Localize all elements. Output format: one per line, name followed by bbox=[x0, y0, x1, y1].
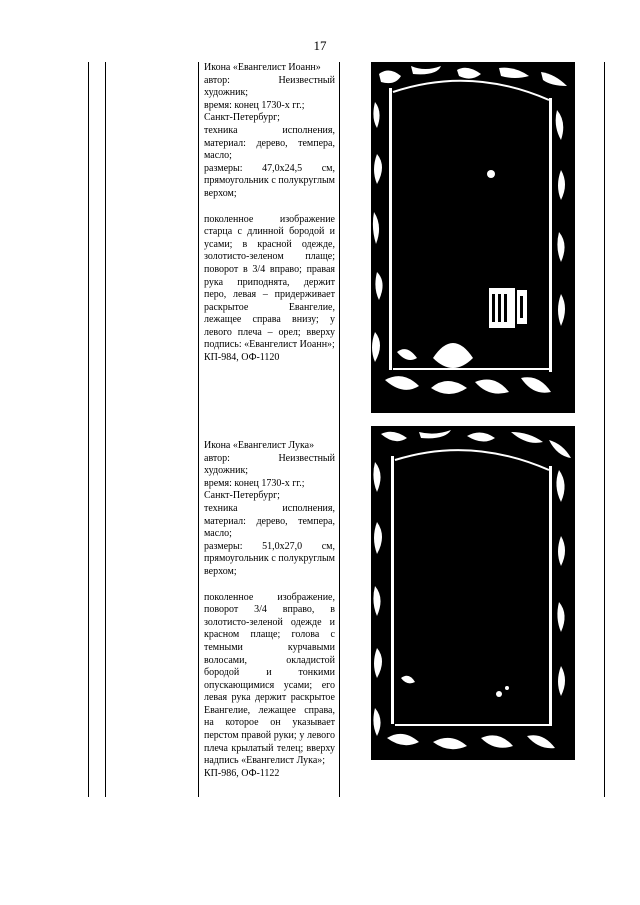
entry-2-size: размеры: 51,0х27,0 см, прямоугольник с полукруглым верхом; bbox=[204, 540, 335, 577]
table-rule-4 bbox=[339, 62, 340, 797]
entry-2-depiction: поколенное изображение, поворот 3/4 вправо, в золотисто-зеленой одежде и красном плаще; голова с темными курчавыми волосами, окладистой бородой и тонкими опускающимися усами; его левая рука держит раскрытое Евангелие, лежащее справа, на которое он указывает перстом правой руки; у левого плеча крылатый телец; вверху надпись «Евангелист Лука»; bbox=[204, 591, 335, 767]
table-rule-3 bbox=[198, 62, 199, 797]
entry-2-technique: техника исполнения, материал: дерево, темпера, масло; bbox=[204, 502, 335, 540]
entry-2-inventory: КП-986, ОФ-1122 bbox=[204, 767, 280, 779]
entry-2-title: Икона «Евангелист Лука» bbox=[204, 440, 315, 451]
page-number: 17 bbox=[313, 38, 327, 53]
entry-1-depiction: поколенное изображение старца с длинной бородой и усами; в красной одежде, золотисто-зеленом плаще; поворот в 3/4 вправо; правая рука приподнята, держит перо, левая – придерживает раскрытое Евангелие, лежащее справа внизу; у левого плеча – орел; вверху подпись: «Евангелист Иоанн»; bbox=[204, 213, 335, 351]
entry-1-place: Санкт-Петербург; bbox=[204, 112, 280, 124]
icon-photo-evangelist-john bbox=[371, 62, 575, 413]
table-rule-1 bbox=[88, 62, 89, 797]
entry-1-inventory: КП-984, ОФ-1120 bbox=[204, 352, 280, 364]
entry-2-description bbox=[204, 440, 335, 780]
entry-2-time: время: конец 1730-х гг.; bbox=[204, 477, 305, 489]
entry-2-author: автор: Неизвестный художник; bbox=[204, 452, 335, 477]
icon-photo-evangelist-john-image bbox=[371, 62, 575, 413]
entry-2-place: Санкт-Петербург; bbox=[204, 490, 280, 502]
entry-1-description bbox=[204, 62, 335, 365]
icon-photo-evangelist-luke bbox=[371, 426, 575, 760]
table-rule-5 bbox=[604, 62, 605, 797]
entry-1-author: автор: Неизвестный художник; bbox=[204, 74, 335, 99]
table-rule-2 bbox=[105, 62, 106, 797]
entry-1-technique: техника исполнения, материал: дерево, темпера, масло; bbox=[204, 124, 335, 162]
entry-1-title: Икона «Евангелист Иоанн» bbox=[204, 62, 321, 73]
icon-photo-evangelist-luke-image bbox=[371, 426, 575, 760]
entry-1-size: размеры: 47,0х24,5 см, прямоугольник с полукруглым верхом; bbox=[204, 162, 335, 199]
entry-1-time: время: конец 1730-х гг.; bbox=[204, 99, 305, 111]
